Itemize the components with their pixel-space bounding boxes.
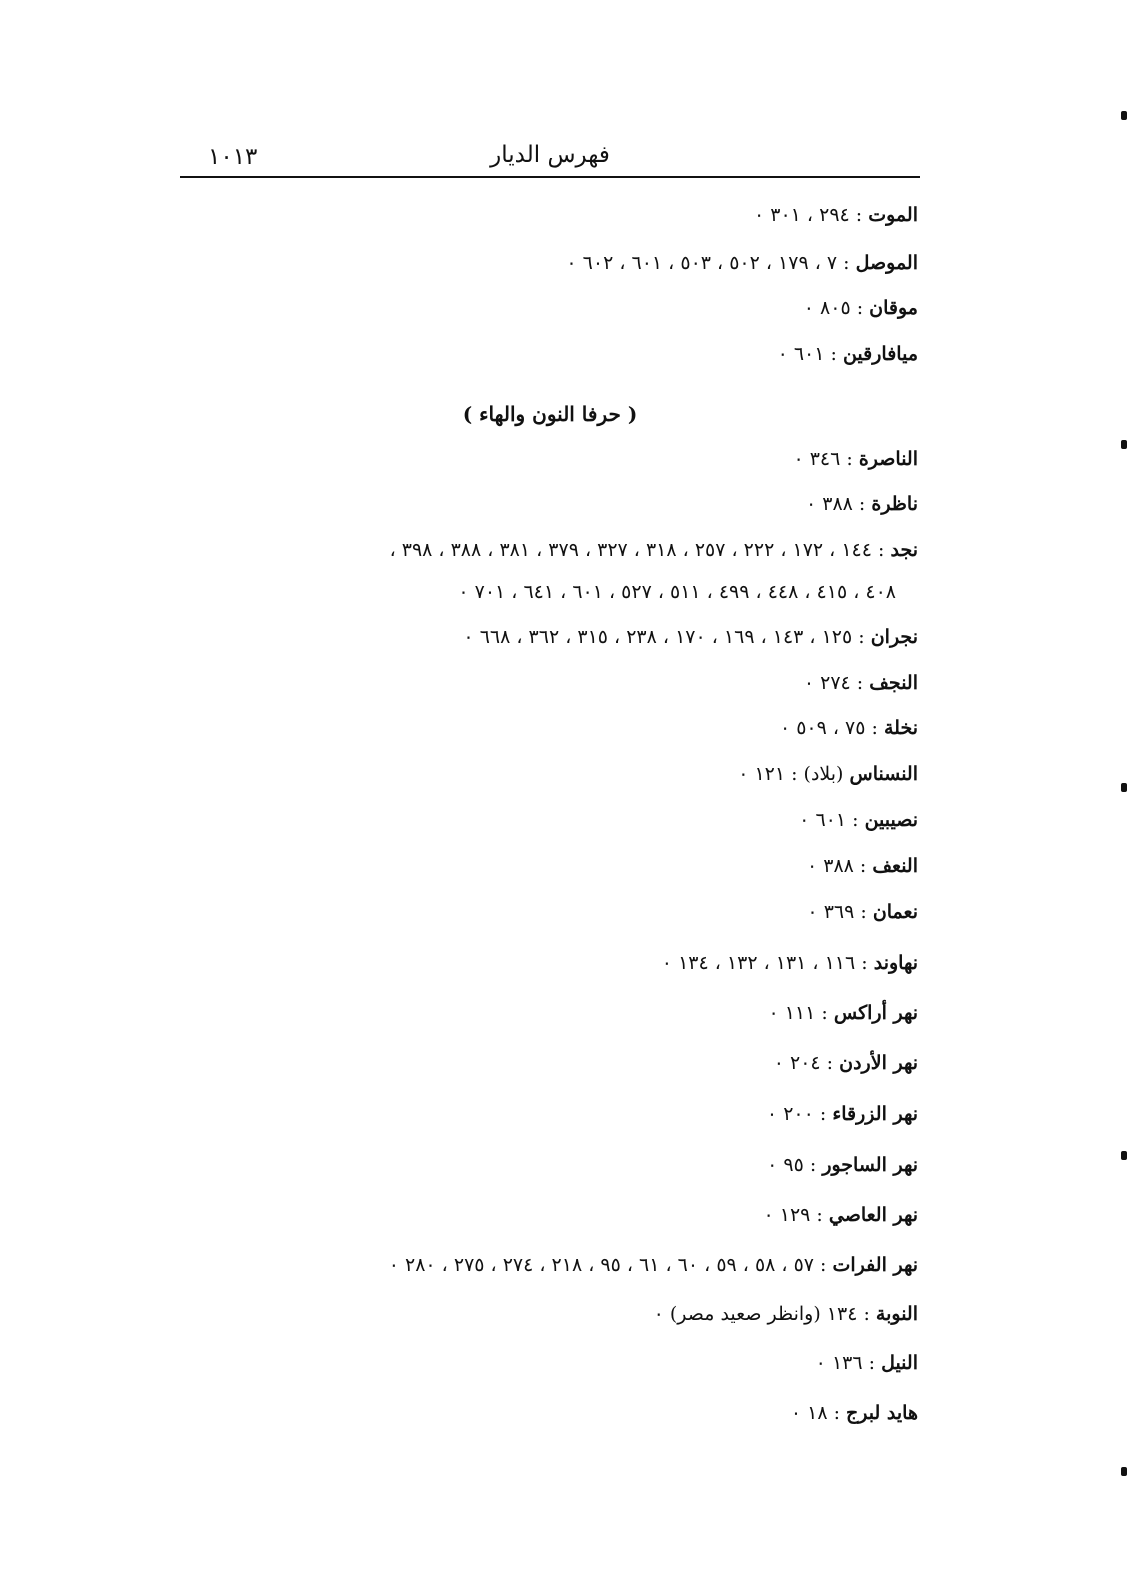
entry-refs: : ٢٩٤ ، ٣٠١ ٠	[754, 204, 863, 226]
section-heading: ( حرفا النون والهاء )	[462, 402, 638, 426]
index-entry	[389, 1253, 918, 1277]
entry-refs: : ٨٠٥ ٠	[803, 297, 864, 319]
entry-term: نهر الأردن	[839, 1052, 918, 1074]
entry-term: نهاوند	[873, 952, 918, 974]
binding-mark	[1121, 1467, 1127, 1476]
entry-refs: : ١٣٤ (وانظر صعيد مصر) ٠	[653, 1303, 870, 1325]
entry-refs: : ٣٨٨ ٠	[806, 855, 867, 877]
entry-refs: : ٧٥ ، ٥٠٩ ٠	[779, 717, 878, 739]
entry-term: نعمان	[872, 901, 918, 923]
index-entry	[662, 951, 918, 975]
index-entry	[754, 203, 918, 227]
entry-refs: : ٧ ، ١٧٩ ، ٥٠٢ ، ٥٠٣ ، ٦٠١ ، ٦٠٢ ٠	[566, 252, 850, 274]
entry-refs: : ٦٠١ ٠	[777, 343, 837, 365]
entry-term: نهر أراكس	[833, 1002, 918, 1024]
entry-term: نخلة	[883, 717, 918, 739]
entry-term: نجران	[870, 626, 918, 648]
index-entry	[791, 1401, 918, 1425]
index-entry	[804, 296, 918, 320]
binding-mark	[1121, 111, 1127, 120]
entry-continuation: ٤٠٨ ، ٤١٥ ، ٤٤٨ ، ٤٩٩ ، ٥١١ ، ٥٢٧ ، ٦٠١ ، ٦٤١ ، ٧٠١ ٠	[458, 581, 896, 603]
binding-mark	[1121, 1151, 1127, 1160]
index-entry	[654, 1302, 918, 1326]
entry-term: النجف	[869, 672, 918, 694]
entry-refs: : ٦٠١ ٠	[799, 809, 859, 831]
index-entry	[768, 1001, 918, 1025]
index-entry	[780, 716, 918, 740]
entry-term: ناظرة	[871, 493, 918, 515]
entry-term: الموصل	[855, 252, 918, 274]
index-entry	[807, 854, 918, 878]
page-number: ١٠١٣	[208, 144, 258, 170]
binding-mark	[1121, 783, 1127, 792]
running-title: فهرس الديار	[490, 142, 610, 168]
entry-refs: : ٣٦٩ ٠	[807, 901, 867, 923]
index-entry	[793, 447, 918, 471]
entry-term: نصيبين	[864, 809, 918, 831]
entry-term: هايد لبرج	[846, 1402, 918, 1424]
index-entry	[774, 1051, 918, 1075]
entry-term: الناصرة	[858, 448, 918, 470]
entry-term: الموت	[868, 204, 918, 226]
page-header	[180, 140, 920, 176]
entry-term: نجد	[890, 539, 918, 561]
entry-refs: : ٣٤٦ ٠	[793, 448, 853, 470]
entry-refs: : ٥٧ ، ٥٨ ، ٥٩ ، ٦٠ ، ٦١ ، ٩٥ ، ٢١٨ ، ٢٧٤ ، ٢٧٥ ، ٢٨٠ ٠	[388, 1254, 827, 1276]
index-entry	[804, 671, 918, 695]
entry-refs: (بلاد) : ١٢١ ٠	[738, 763, 844, 785]
entry-term: ميافارقين	[842, 343, 918, 365]
index-entry	[463, 625, 918, 649]
entry-refs: : ١١١ ٠	[768, 1002, 828, 1024]
entry-term: نهر الساجور	[822, 1154, 918, 1176]
index-entry	[763, 1203, 918, 1227]
header-rule	[180, 176, 920, 178]
index-entry	[767, 1102, 918, 1126]
index-entry	[566, 251, 918, 275]
index-entry	[767, 1153, 918, 1177]
entry-refs: : ٢٠٠ ٠	[766, 1103, 827, 1125]
index-entry	[807, 900, 918, 924]
entry-refs: : ١٨ ٠	[790, 1402, 840, 1424]
entry-term: النيل	[881, 1352, 918, 1374]
entry-term: نهر الزرقاء	[832, 1103, 918, 1125]
entry-refs: : ٩٥ ٠	[767, 1154, 817, 1176]
entry-term: النوبة	[875, 1303, 918, 1325]
entry-refs: : ١١٦ ، ١٣١ ، ١٣٢ ، ١٣٤ ٠	[661, 952, 868, 974]
entry-refs: : ١٤٤ ، ١٧٢ ، ٢٢٢ ، ٢٥٧ ، ٣١٨ ، ٣٢٧ ، ٣٧٩ ، ٣٨١ ، ٣٨٨ ، ٣٩٨ ،	[389, 539, 885, 561]
index-entry	[778, 342, 918, 366]
entry-refs: : ٣٨٨ ٠	[805, 493, 866, 515]
index-entry	[390, 538, 918, 562]
entry-term: موقان	[869, 297, 918, 319]
entry-term: النعف	[872, 855, 918, 877]
index-entry	[738, 762, 918, 786]
entry-refs: : ٢٠٤ ٠	[773, 1052, 834, 1074]
index-entry	[806, 492, 918, 516]
entry-refs: : ١٢٥ ، ١٤٣ ، ١٦٩ ، ١٧٠ ، ٢٣٨ ، ٣١٥ ، ٣٦٢ ، ٦٦٨ ٠	[463, 626, 865, 648]
entry-refs: : ٢٧٤ ٠	[803, 672, 864, 694]
entry-term: نهر العاصي	[828, 1204, 918, 1226]
entry-term: النسناس	[849, 763, 918, 785]
index-entry	[816, 1351, 918, 1375]
entry-refs: : ١٣٦ ٠	[815, 1352, 876, 1374]
entry-refs: : ١٢٩ ٠	[763, 1204, 823, 1226]
binding-mark	[1121, 440, 1127, 449]
index-entry	[799, 808, 918, 832]
entry-term: نهر الفرات	[832, 1254, 918, 1276]
